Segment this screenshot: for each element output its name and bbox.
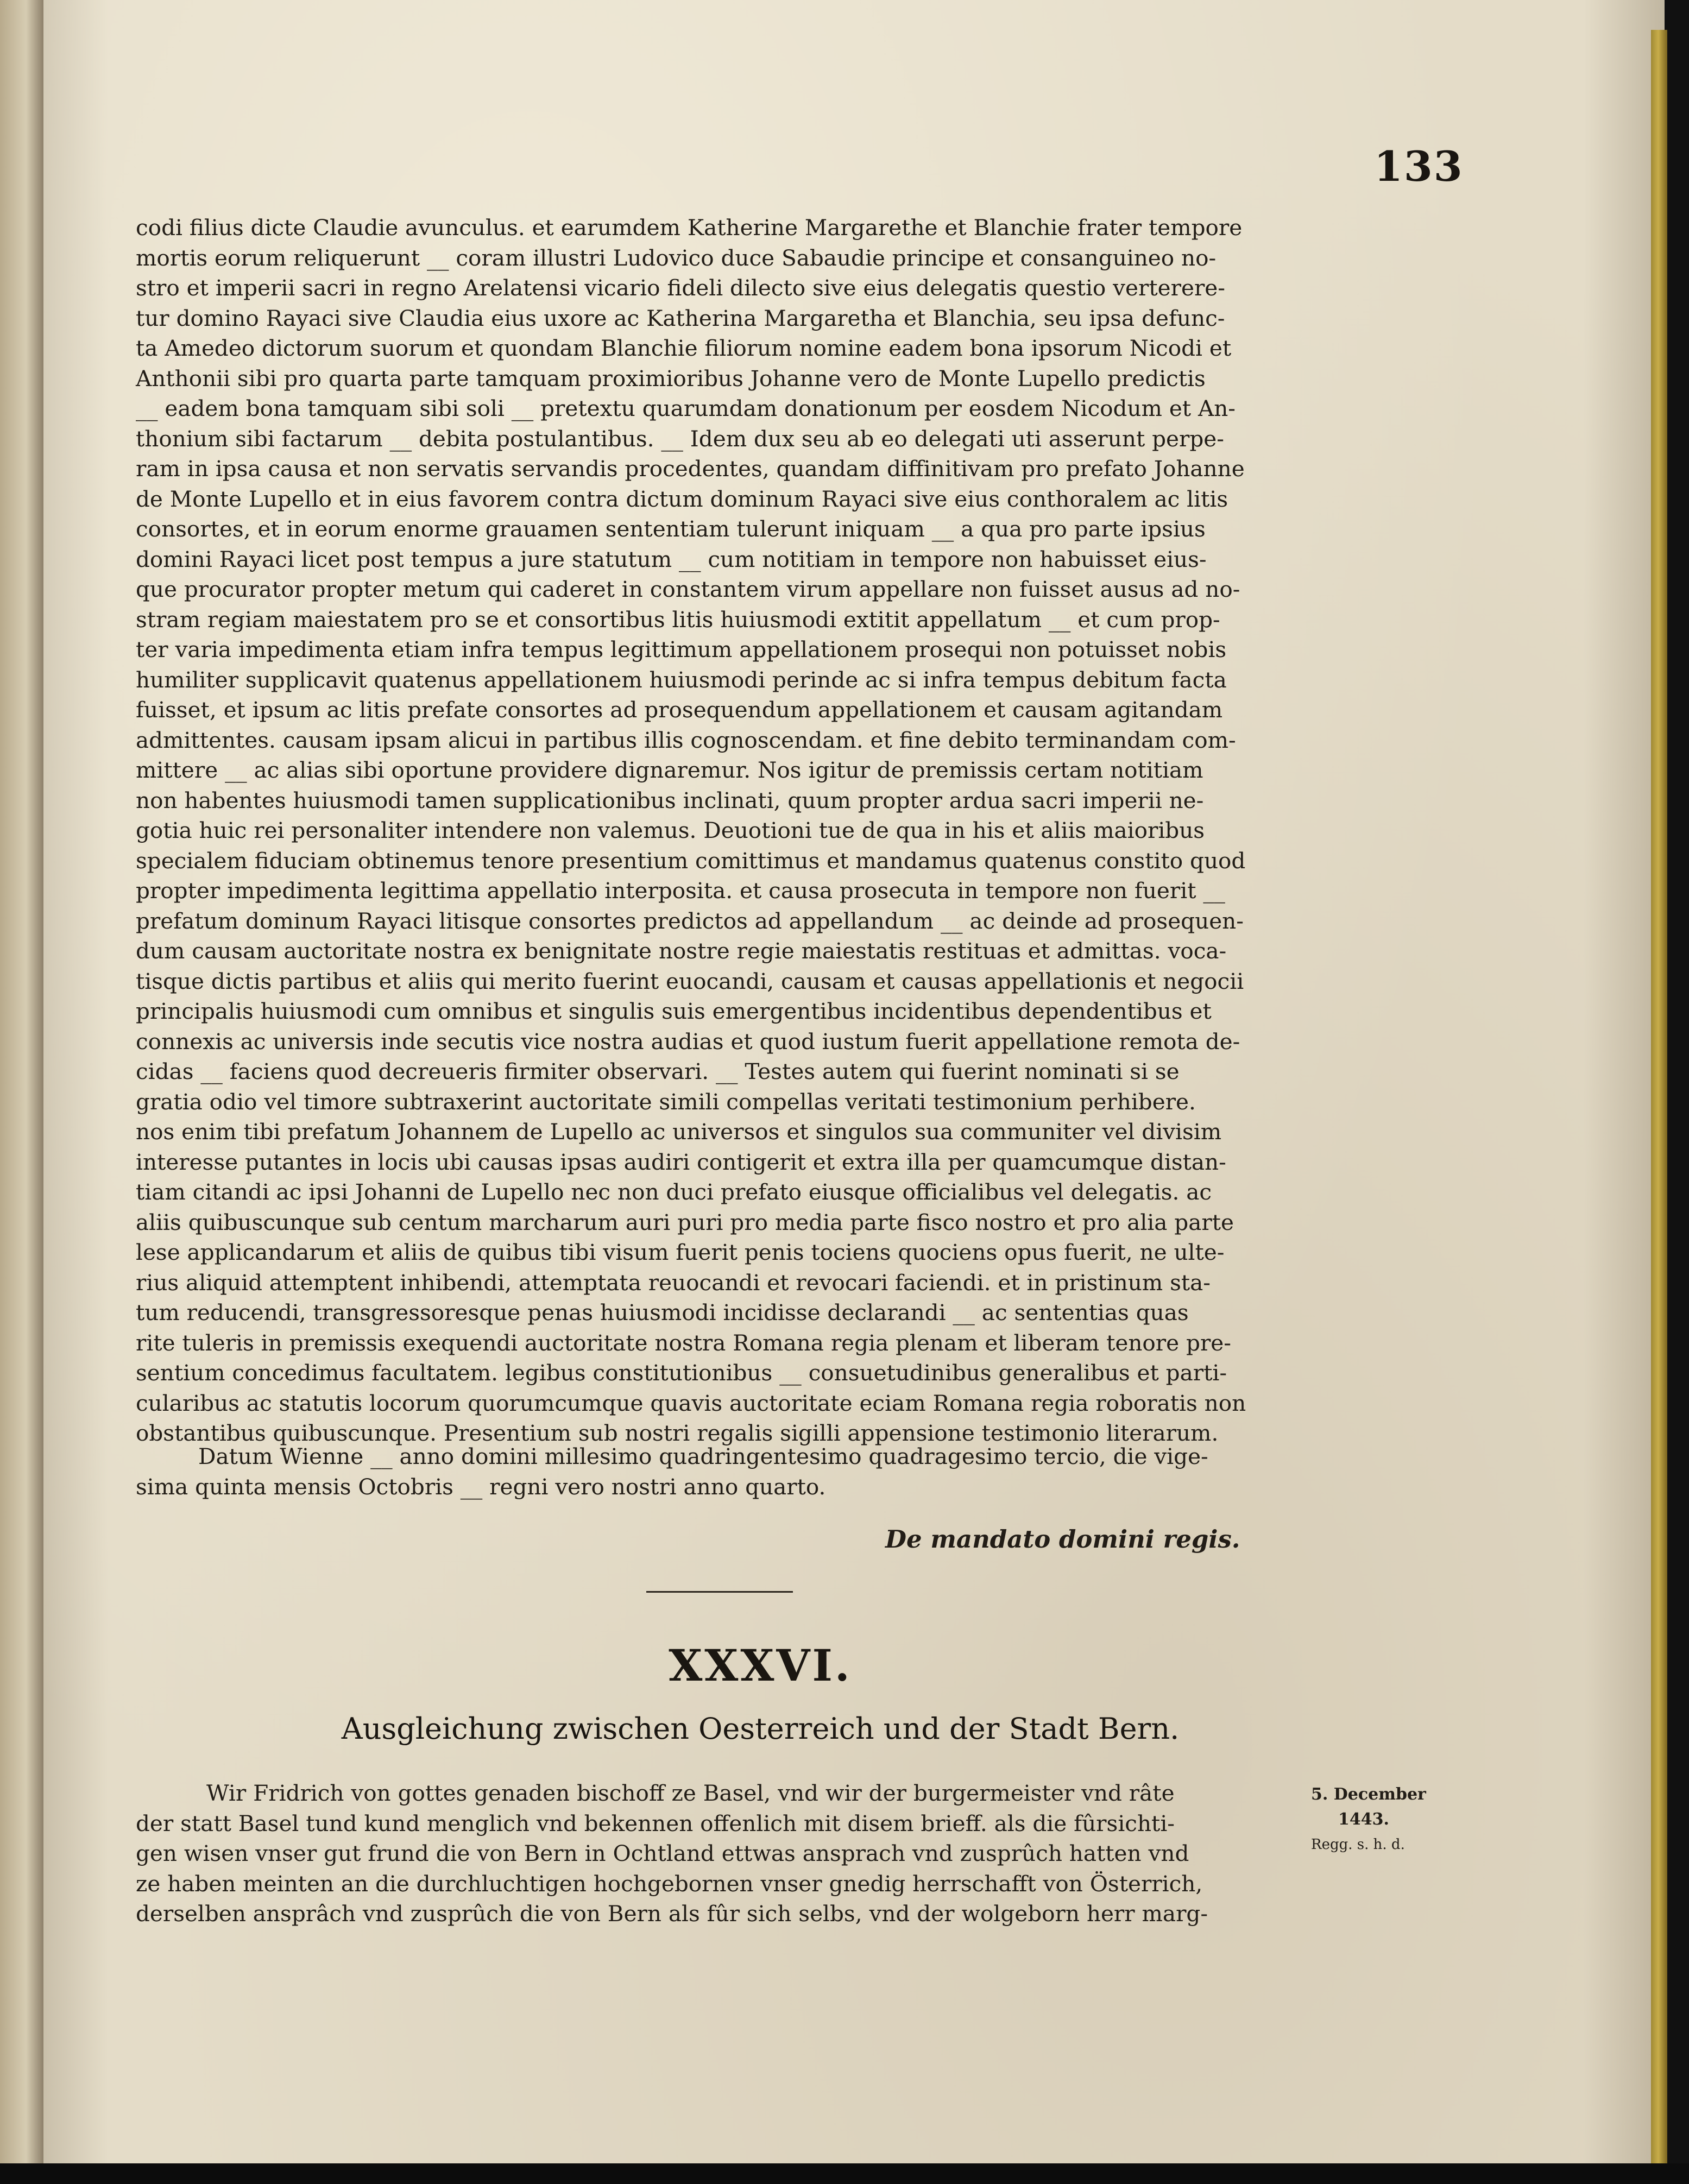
text-line: tiam citandi ac ipsi Johanni de Lupello nec non duci prefato eiusque officialibus vel delegatis. ac: [136, 1179, 1212, 1205]
document-line: Wir Fridrich von gottes genaden bischoff ze Basel, vnd wir der burgermeister vnd râte: [206, 1780, 1175, 1806]
gilt-page-edge: [1651, 30, 1667, 2180]
text-line: rius aliquid attemptent inhibendi, attemptata reuocandi et revocari faciendi. et in pristinum sta-: [136, 1269, 1211, 1296]
text-line: tisque dictis partibus et aliis qui merito fuerint euocandi, causam et causas appellationis et negocii: [136, 968, 1244, 994]
text-line: obstantibus quibuscunque. Presentium sub nostri regalis sigilli appensione testimonio literarum.: [136, 1420, 1219, 1446]
dating-clause: [136, 1442, 1312, 1502]
section-divider: [646, 1591, 793, 1593]
text-line: de Monte Lupello et in eius favorem contra dictum dominum Rayaci sive eius conthoralem ac litis: [136, 485, 1228, 512]
text-line: gratia odio vel timore subtraxerint auctoritate simili compellas veritati testimonium perhibere.: [136, 1088, 1196, 1115]
text-line: ter varia impedimenta etiam infra tempus legittimum appellationem prosequi non potuisset nobis: [136, 636, 1227, 662]
text-line: sentium concedimus facultatem. legibus constitutionibus __ consuetudinibus generalibus et parti-: [136, 1360, 1227, 1386]
text-line: prefatum dominum Rayaci litisque consortes predictos ad appellandum __ ac deinde ad prosequen-: [136, 907, 1244, 934]
text-line: stram regiam maiestatem pro se et consortibus litis huiusmodi extitit appellatum __ et cum prop-: [136, 606, 1220, 633]
text-line: cidas __ faciens quod decreueris firmiter observari. __ Testes autem qui fuerint nominati si se: [136, 1058, 1180, 1084]
left-page-edge: [0, 0, 43, 2184]
margin-note-reference: Regg. s. h. d.: [1311, 1836, 1405, 1853]
text-line: thonium sibi factarum __ debita postulantibus. __ Idem dux seu ab eo delegati uti asserunt perpe-: [136, 425, 1224, 452]
text-line: que procurator propter metum qui caderet in constantem virum appellare non fuisset ausus ad no-: [136, 576, 1240, 602]
dating-line: Datum Wienne __ anno domini millesimo quadringentesimo quadragesimo tercio, die vige-: [198, 1443, 1208, 1469]
text-line: consortes, et in eorum enorme grauamen sententiam tulerunt iniquam __ a qua pro parte ipsius: [136, 516, 1206, 542]
document-line: derselben ansprâch vnd zusprûch die von Bern als fûr sich selbs, vnd der wolgeborn herr marg-: [136, 1901, 1208, 1927]
text-line: rite tuleris in premissis exequendi auctoritate nostra Romana regia plenam et liberam tenore pre-: [136, 1329, 1231, 1356]
text-line: propter impedimenta legittima appellatio interposita. et causa prosecuta in tempore non fuerit __: [136, 878, 1225, 904]
text-line: humiliter supplicavit quatenus appellationem huiusmodi perinde ac si infra tempus debitum facta: [136, 666, 1227, 693]
main-text-block: [136, 213, 1303, 1449]
text-line: aliis quibuscunque sub centum marcharum auri puri pro media parte fisco nostro et pro alia parte: [136, 1209, 1234, 1235]
text-line: lese applicandarum et aliis de quibus tibi visum fuerit penis tociens quociens opus fuerit, ne ulte-: [136, 1239, 1225, 1265]
text-line: mittere __ ac alias sibi oportune providere dignaremur. Nos igitur de premissis certam notitiam: [136, 757, 1203, 783]
text-line: nos enim tibi prefatum Johannem de Lupello ac universos et singulos sua communiter vel divisim: [136, 1119, 1222, 1145]
text-line: mortis eorum reliquerunt __ coram illustri Ludovico duce Sabaudie principe et consanguineo no-: [136, 244, 1217, 271]
text-line: principalis huiusmodi cum omnibus et singulis suis emergentibus incidentibus dependentibus et: [136, 998, 1212, 1024]
text-line: tur domino Rayaci sive Claudia eius uxore ac Katherina Margaretha et Blanchia, seu ipsa defunc-: [136, 305, 1225, 331]
text-line: connexis ac universis inde secutis vice nostra audias et quod iustum fuerit appellatione remota de-: [136, 1028, 1240, 1055]
margin-note-year: 1443.: [1338, 1810, 1389, 1829]
scan-bottom-border: [0, 2163, 1689, 2184]
text-line: stro et imperii sacri in regno Arelatensi vicario fideli dilecto sive eius delegatis questio verterere-: [136, 275, 1225, 301]
text-line: fuisset, et ipsum ac litis prefate consortes ad prosequendum appellationem et causam agitandam: [136, 697, 1223, 723]
text-line: dum causam auctoritate nostra ex benignitate nostre regie maiestatis restituas et admittas. voca-: [136, 938, 1227, 964]
text-line: codi filius dicte Claudie avunculus. et earumdem Katherine Margarethe et Blanchie frater tempore: [136, 214, 1243, 241]
text-line: ram in ipsa causa et non servatis servandis procedentes, quandam diffinitivam pro prefato Johanne: [136, 456, 1245, 482]
text-line: non habentes huiusmodi tamen supplicationibus inclinati, quum propter ardua sacri imperii ne-: [136, 787, 1204, 813]
page-number: 133: [1374, 142, 1464, 191]
text-line: specialem fiduciam obtinemus tenore presentium comittimus et mandamus quatenus constito quod: [136, 847, 1246, 874]
margin-note-date: 5. December: [1311, 1785, 1426, 1804]
text-line: __ eadem bona tamquam sibi soli __ pretextu quarumdam donationum per eosdem Nicodum et An-: [136, 395, 1236, 421]
text-line: cularibus ac statutis locorum quorumcumque quavis auctoritate eciam Romana regia roboratis non: [136, 1390, 1246, 1416]
document-number: XXXVI.: [669, 1640, 852, 1691]
document-text: [136, 1778, 1303, 1929]
document-line: der statt Basel tund kund menglich vnd bekennen offenlich mit disem brieff. als die fûrsichti-: [136, 1810, 1175, 1836]
text-line: Anthonii sibi pro quarta parte tamquam proximioribus Johanne vero de Monte Lupello predictis: [136, 365, 1206, 392]
mandate-note: De mandato domini regis.: [885, 1525, 1240, 1554]
text-line: domini Rayaci licet post tempus a jure statutum __ cum notitiam in tempore non habuisset eius-: [136, 546, 1207, 572]
document-line: ze haben meinten an die durchluchtigen hochgebornen vnser gnedig herrschafft von Österrich,: [136, 1870, 1203, 1897]
dating-line: sima quinta mensis Octobris __ regni vero nostri anno quarto.: [136, 1473, 826, 1500]
margin-note: [1311, 1782, 1441, 1857]
text-line: gotia huic rei personaliter intendere non valemus. Deuotioni tue de qua in his et aliis maioribus: [136, 817, 1205, 843]
document-title: Ausgleichung zwischen Oesterreich und der Stadt Bern.: [341, 1712, 1180, 1746]
text-line: tum reducendi, transgressoresque penas huiusmodi incidisse declarandi __ ac sententias quas: [136, 1299, 1189, 1325]
text-line: admittentes. causam ipsam alicui in partibus illis cognoscendam. et fine debito terminandam com-: [136, 727, 1236, 753]
text-line: ta Amedeo dictorum suorum et quondam Blanchie filiorum nomine eadem bona ipsorum Nicodi et: [136, 335, 1232, 361]
document-line: gen wisen vnser gut frund die von Bern in Ochtland ettwas ansprach vnd zusprûch hatten vnd: [136, 1840, 1189, 1866]
text-line: interesse putantes in locis ubi causas ipsas audiri contigerit et extra illa per quamcumque distan-: [136, 1148, 1226, 1175]
